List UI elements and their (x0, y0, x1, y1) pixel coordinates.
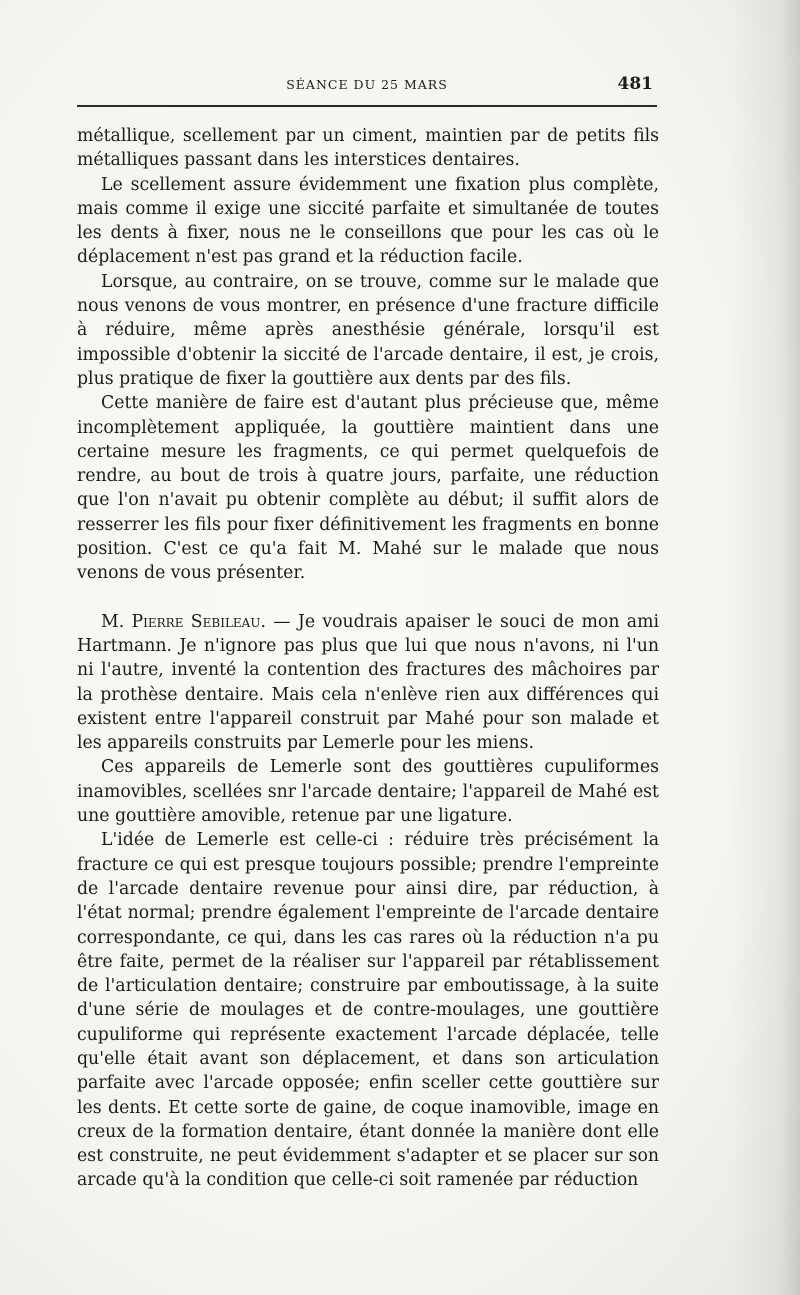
page-edge-shadow (730, 0, 800, 1295)
paragraph: métallique, scellement par un ciment, maintien par de petits fils métalliques passant dans les interstices dentaires. (77, 126, 659, 171)
body-text (77, 124, 659, 1193)
header-title: SÉANCE DU 25 MARS (286, 77, 448, 92)
paragraph: L'idée de Lemerle est celle-ci : réduire très précisément la fracture ce qui est presque toujours possible; prendre l'empreinte de l'arcade dentaire revenue pour ainsi dire, par réduction, à l'état normal; prendre également l'empreinte de l'arcade dentaire correspondante, ce qui, dans les cas rares où la réduction n'a pu être faite, permet de la réaliser sur l'appareil par rétablissement de l'articulation dentaire; construire par emboutissage, à la suite d'une série de moulages et de contre-moulages, une gouttière cupuliforme qui représente exactement l'arcade déplacée, telle qu'elle était avant son déplacement, et dans son articulation parfaite avec l'arcade opposée; enfin sceller cette gouttière sur les dents. Et cette sorte de gaine, de coque inamovible, image en creux de la formation dentaire, étant donnée la manière dont elle est construite, ne peut évidemment s'adapter et se placer sur son arcade qu'à la condition que celle-ci soit ramenée par réduction (77, 830, 659, 1191)
paragraph: Cette manière de faire est d'autant plus précieuse que, même incomplètement appliquée, la gouttière maintient dans une certaine mesure les fragments, ce qui permet quelquefois de rendre, au bout de trois à quatre jours, parfaite, une réduction que l'on n'avait pu obtenir complète au début; il suffit alors de resserrer les fils pour fixer définitivement les fragments en bonne position. C'est ce qu'a fait M. Mahé sur le malade que nous venons de vous présenter. (77, 393, 659, 584)
paragraph: Lorsque, au contraire, on se trouve, comme sur le malade que nous venons de vous montrer, en présence d'une fracture difficile à réduire, même après anesthésie générale, lorsqu'il est impossible d'obtenir la siccité de l'arcade dentaire, il est, je crois, plus pratique de fixer la gouttière aux dents par des fils. (77, 271, 659, 389)
paragraph: Le scellement assure évidemment une fixation plus complète, mais comme il exige une siccité parfaite et simultanée de toutes les dents à fixer, nous ne le conseillons que pour les cas où le déplacement n'est pas grand et la réduction facile. (77, 174, 659, 268)
page-number: 481 (617, 74, 653, 94)
speaker-text: . — Je voudrais apaiser le souci de mon ami Hartmann. Je n'ignore pas plus que lui que nous n'avons, ni l'un ni l'autre, inventé la contention des fractures des mâchoires par la prothèse dentaire. Mais cela n'enlève rien aux différences qui existent entre l'appareil construit par Mahé pour son malade et les appareils construits par Lemerle pour les miens. (77, 611, 659, 754)
speaker-paragraph (77, 610, 659, 756)
speaker-name: Pierre Sebileau (131, 611, 261, 632)
paragraph: Ces appareils de Lemerle sont des gouttières cupuliformes inamovibles, scellées snr l'arcade dentaire; l'appareil de Mahé est une gouttière amovible, retenue par une ligature. (77, 757, 659, 827)
header-rule (77, 105, 657, 107)
speaker-prefix: M. (101, 611, 132, 632)
running-header (77, 74, 657, 98)
